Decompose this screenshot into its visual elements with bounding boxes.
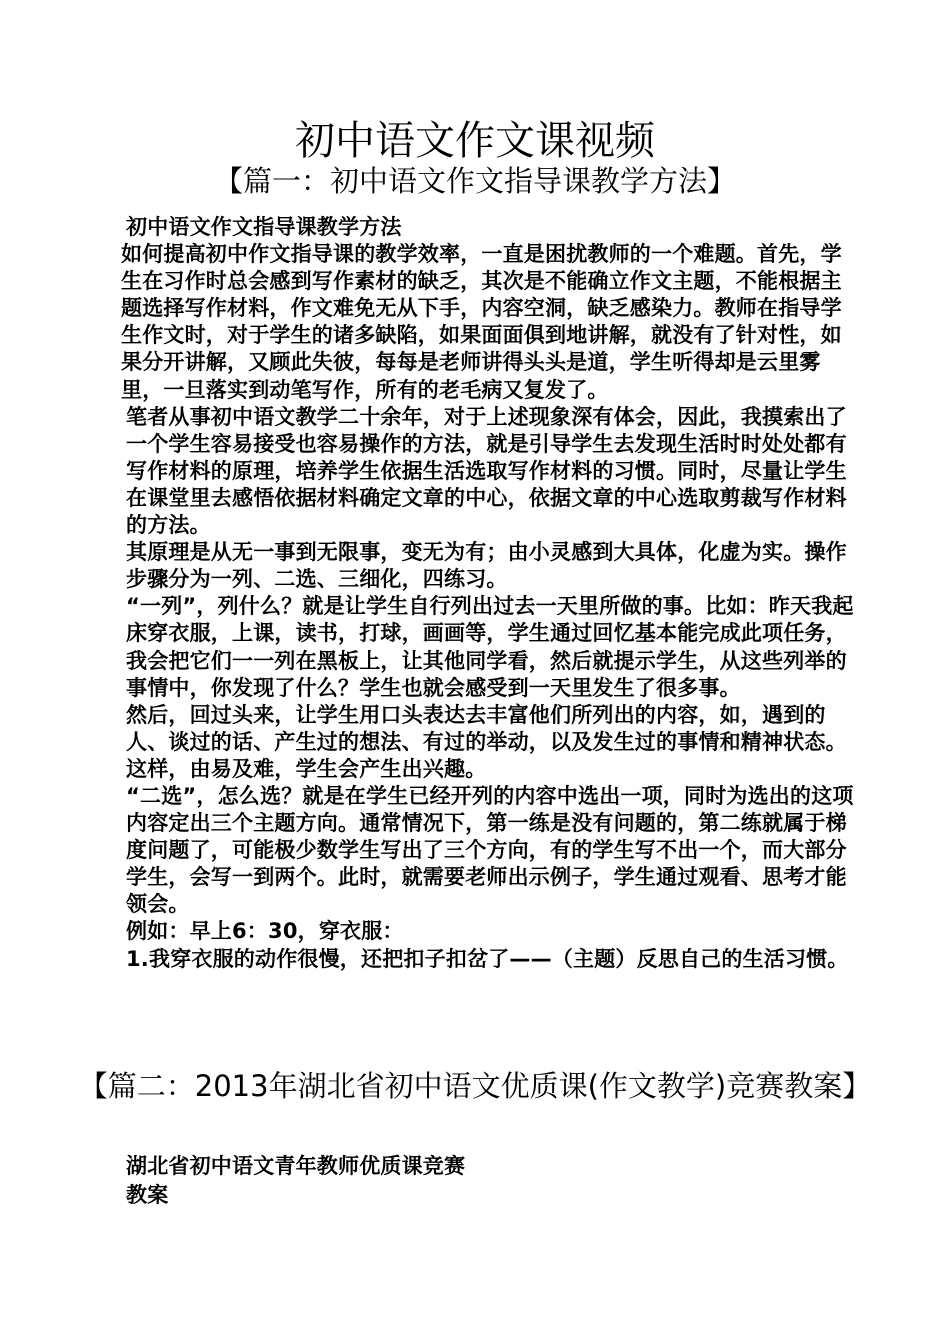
- section-2-body: [126, 1152, 866, 1210]
- paragraph: 例如：早上6：30，穿衣服：: [126, 919, 404, 944]
- section-1-heading: 【篇一：初中语文作文指导课教学方法】: [213, 164, 736, 198]
- paragraph: “二选”，怎么选？就是在学生已经开列的内容中选出一项，同时为选出的这项内容定出三个主题方向。通常情况下，第一练是没有问题的，第二练就属于梯度问题了，可能极少数学生写出了三个方向，有的学生写不出一个，而大部分学生，会写一到两个。此时，就需要老师出示例子，学生通过观看、思考才能领会。: [126, 783, 854, 917]
- section-2-heading: 【篇二：2013年湖北省初中语文优质课(作文教学)竞赛教案】: [78, 1069, 872, 1103]
- document-title: 初中语文作文课视频: [295, 118, 655, 164]
- paragraph: 其原理是从无一事到无限事，变无为有；由小灵感到大具体，化虚为实。操作步骤分为一列、二选、三细化，四练习。: [126, 540, 847, 592]
- paragraph: 笔者从事初中语文教学二十余年，对于上述现象深有体会，因此，我摸索出了一个学生容易接受也容易操作的方法，就是引导学生去发现生活时时处处都有写作材料的原理，培养学生依据生活选取写作材料的习惯。同时，尽量让学生在课堂里去感悟依据材料确定文章的中心，依据文章的中心选取剪裁写作材料的方法。: [126, 404, 847, 538]
- paragraph: “一列”，列什么？就是让学生自行列出过去一天里所做的事。比如：昨天我起床穿衣服，上课，读书，打球，画画等，学生通过回忆基本能完成此项任务，我会把它们一一列在黑板上，让其他同学看，然后就提示学生，从这些列举的事情中，你发现了什么？学生也就会感受到一天里发生了很多事。: [126, 594, 854, 700]
- paragraph: 如何提高初中作文指导课的教学效率，一直是困扰教师的一个难题。首先，学生在习作时总会感到写作素材的缺乏，其次是不能确立作文主题，不能根据主题选择写作材料，作文难免无从下手，内容空洞，缺乏感染力。教师在指导学生作文时，对于学生的诸多缺陷，如果面面俱到地讲解，就没有了针对性，如果分开讲解，又顾此失彼，每每是老师讲得头头是道，学生听得却是云里雾里，一旦落实到动笔写作，所有的老毛病又复发了。: [121, 242, 842, 402]
- paragraph: 然后，回过头来，让学生用口头表达去丰富他们所列出的内容，如，遇到的人、谈过的话、产生过的想法、有过的举动，以及发生过的事情和精神状态。这样，由易及难，学生会产生出兴趣。: [126, 702, 847, 781]
- section-1-body: [114, 214, 854, 973]
- section-2-line: 湖北省初中语文青年教师优质课竞赛: [126, 1154, 466, 1178]
- section-1-subtitle: 初中语文作文指导课教学方法: [126, 215, 402, 239]
- paragraph: 1.我穿衣服的动作很慢，还把扣子扣岔了——（主题）反思自己的生活习惯。: [126, 946, 849, 971]
- section-2-line: 教案: [126, 1183, 169, 1207]
